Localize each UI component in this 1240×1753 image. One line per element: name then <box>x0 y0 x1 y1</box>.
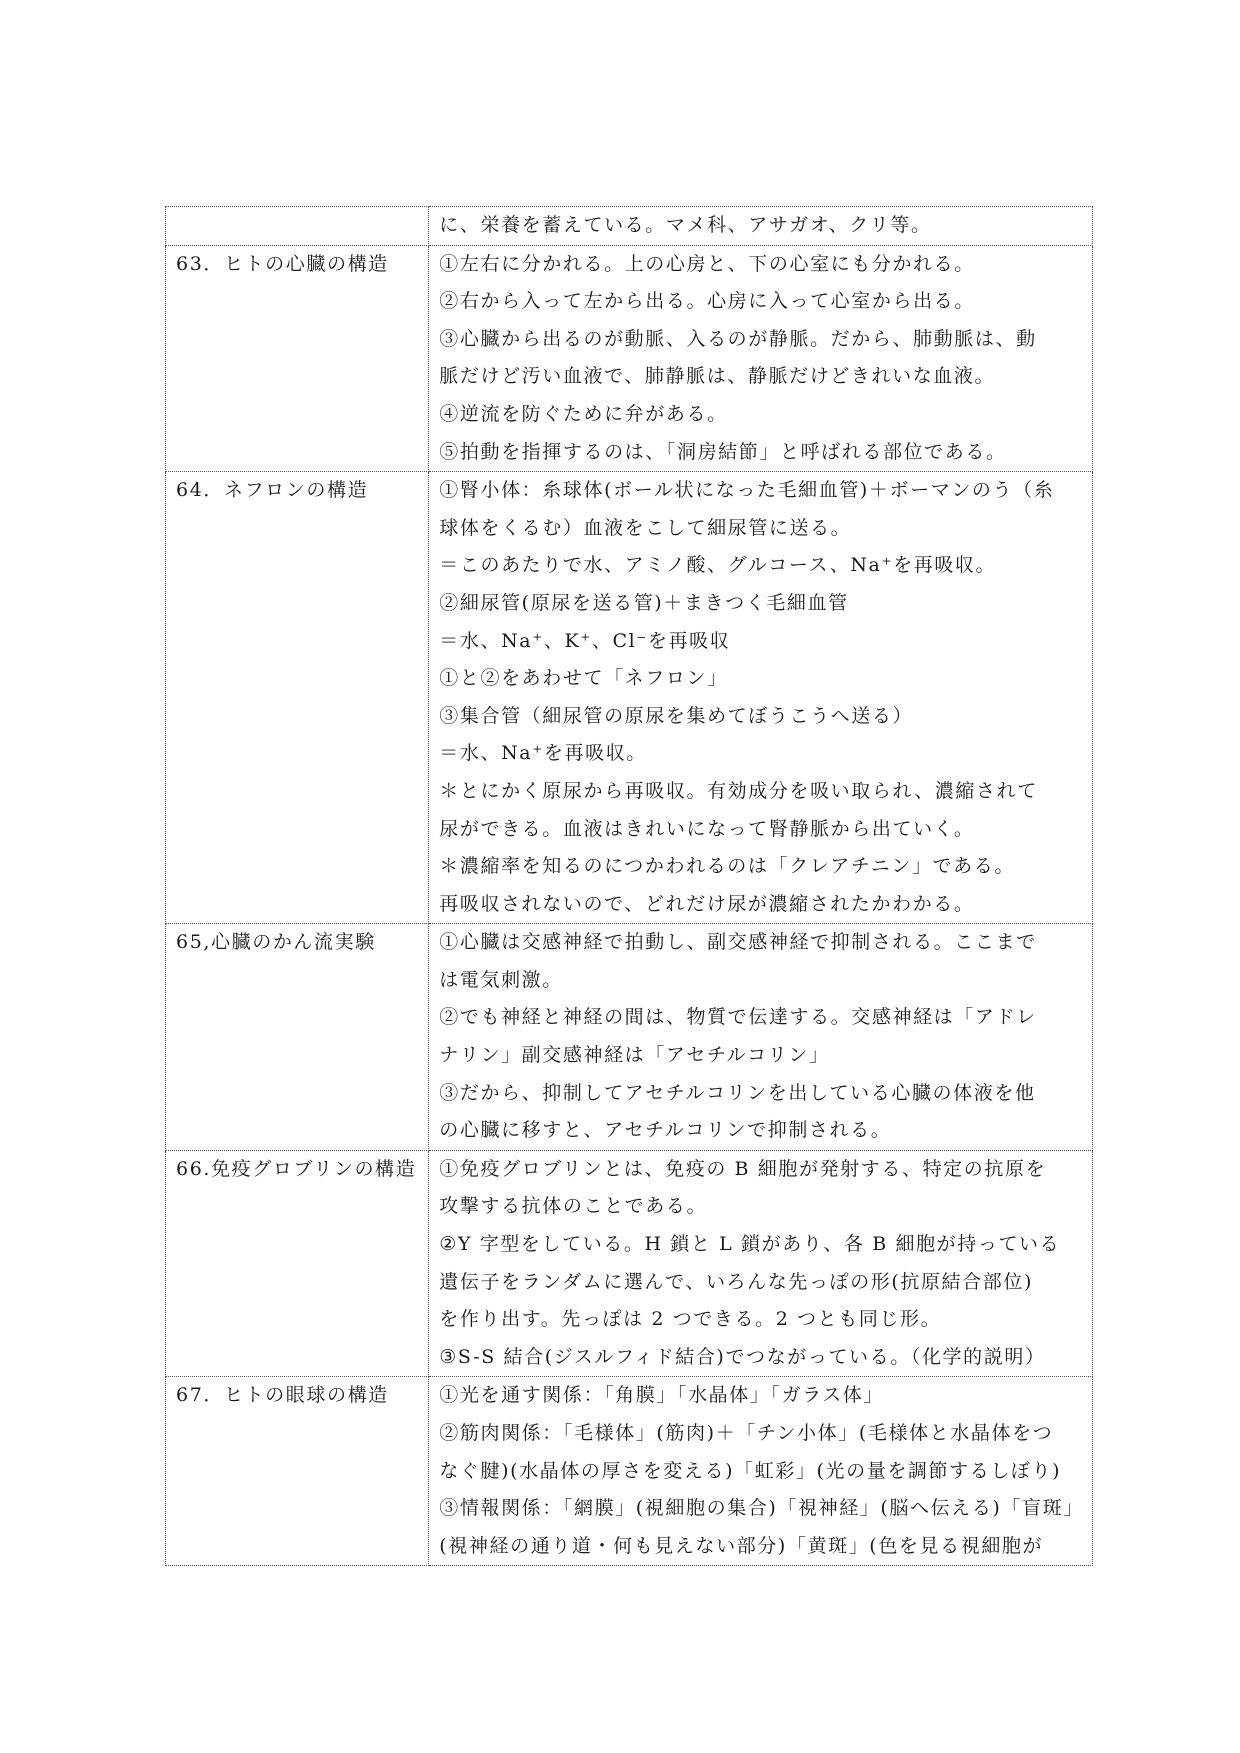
topic-title: 64．ネフロンの構造 <box>176 479 369 502</box>
content-line: 尿ができる。血液はきれいになって腎静脈から出ていく。 <box>439 817 975 840</box>
content-cell <box>429 924 1093 1151</box>
content-line: ③だから、抑制してアセチルコリンを出している心臓の体液を他 <box>439 1081 1036 1104</box>
table-row <box>166 472 1093 924</box>
content-line: ③S-S 結合(ジスルフィド結合)でつながっている。（化学的説明） <box>439 1345 1046 1368</box>
content-cell <box>429 1377 1093 1566</box>
topic-cell <box>166 924 429 1151</box>
content-cell <box>429 207 1093 246</box>
content-line: ⑤拍動を指揮するのは、「洞房結節」と呼ばれる部位である。 <box>439 440 1007 463</box>
content-line: ②細尿管(原尿を送る管)＋まきつく毛細血管 <box>439 591 849 614</box>
content-line: ＊とにかく原尿から再吸収。有効成分を吸い取られ、濃縮されて <box>439 779 1038 802</box>
topic-cell <box>166 207 429 246</box>
topic-title: 66.免疫グロブリンの構造 <box>176 1157 417 1180</box>
topic-cell <box>166 245 429 472</box>
content-line: ①と②をあわせて「ネフロン」 <box>439 667 728 690</box>
content-line: ④逆流を防ぐために弁がある。 <box>439 402 728 425</box>
content-line: ②筋肉関係：「毛様体」(筋肉)＋「チン小体」(毛様体と水晶体をつ <box>439 1422 1054 1444</box>
content-line: ①免疫グロブリンとは、免疫の B 細胞が発射する、特定の抗原を <box>439 1157 1047 1180</box>
content-line: ①腎小体：糸球体(ボール状になった毛細血管)＋ボーマンのう（糸 <box>439 479 1055 502</box>
content-line: ①光を通す関係：「角膜」「水晶体」「ガラス体」 <box>439 1384 885 1407</box>
content-cell <box>429 1150 1093 1377</box>
content-line: (視神経の通り道・何も見えない部分)「黄斑」(色を見る視細胞が <box>439 1534 1044 1557</box>
content-line: 攻撃する抗体のことである。 <box>439 1195 708 1218</box>
content-line: ＊濃縮率を知るのにつかわれるのは「クレアチニン」である。 <box>439 855 1015 878</box>
content-line: ①左右に分かれる。上の心房と、下の心室にも分かれる。 <box>439 252 975 275</box>
content-line: 脈だけど汚い血液で、肺静脈は、静脈だけどきれいな血液。 <box>439 365 996 388</box>
topic-title: 65,心臓のかん流実験 <box>176 931 376 954</box>
content-line: ②右から入って左から出る。心房に入って心室から出る。 <box>439 290 975 313</box>
topic-title: 67．ヒトの眼球の構造 <box>176 1384 389 1407</box>
topic-title: 63．ヒトの心臓の構造 <box>176 252 389 275</box>
content-line: ③心臓から出るのが動脈、入るのが静脈。だから、肺動脈は、動 <box>439 327 1037 350</box>
table-row <box>166 1377 1093 1566</box>
content-cell <box>429 245 1093 472</box>
content-line: なぐ腱)(水晶体の厚さを変える)「虹彩」(光の量を調節するしぼり) <box>439 1459 1062 1482</box>
content-cell <box>429 472 1093 924</box>
content-line: ③情報関係：「網膜」(視細胞の集合)「視神経」(脳へ伝える)「盲斑」 <box>439 1497 1084 1520</box>
content-line: ＝このあたりで水、アミノ酸、グルコース、Na⁺を再吸収。 <box>439 554 997 577</box>
content-line: 球体をくるむ）血液をこして細尿管に送る。 <box>439 516 852 539</box>
content-line: に、栄養を蓄えている。マメ科、アサガオ、クリ等。 <box>439 214 932 236</box>
content-line: ②Y 字型をしている。H 鎖と L 鎖があり、各 B 細胞が持っている <box>439 1233 1061 1256</box>
content-line: ③集合管（細尿管の原尿を集めてぼうこうへ送る） <box>439 704 914 727</box>
content-line: ＝水、Na⁺、K⁺、Cl⁻を再吸収 <box>439 629 731 652</box>
topic-cell <box>166 472 429 924</box>
content-line: は電気刺激。 <box>439 968 563 991</box>
content-line: ①心臓は交感神経で拍動し、副交感神経で抑制される。ここまで <box>439 931 1037 954</box>
content-line: ②でも神経と神経の間は、物質で伝達する。交感神経は「アドレ <box>439 1006 1037 1029</box>
notes-table <box>165 206 1093 1566</box>
content-line: 遺伝子をランダムに選んで、いろんな先っぽの形(抗原結合部位) <box>439 1270 1033 1293</box>
topic-cell <box>166 1150 429 1377</box>
table-row <box>166 245 1093 472</box>
content-line: ナリン」副交感神経は「アセチルコリン」 <box>439 1044 830 1067</box>
content-line: を作り出す。先っぽは 2 つできる。2 つとも同じ形。 <box>439 1308 942 1331</box>
content-line: 再吸収されないので、どれだけ尿が濃縮されたかわかる。 <box>439 892 975 915</box>
content-line: の心臓に移すと、アセチルコリンで抑制される。 <box>439 1119 892 1142</box>
topic-cell <box>166 1377 429 1566</box>
table-row <box>166 1150 1093 1377</box>
table-row <box>166 924 1093 1151</box>
table-row <box>166 207 1093 246</box>
notes-table-body <box>166 207 1093 1566</box>
content-line: ＝水、Na⁺を再吸収。 <box>439 742 647 765</box>
